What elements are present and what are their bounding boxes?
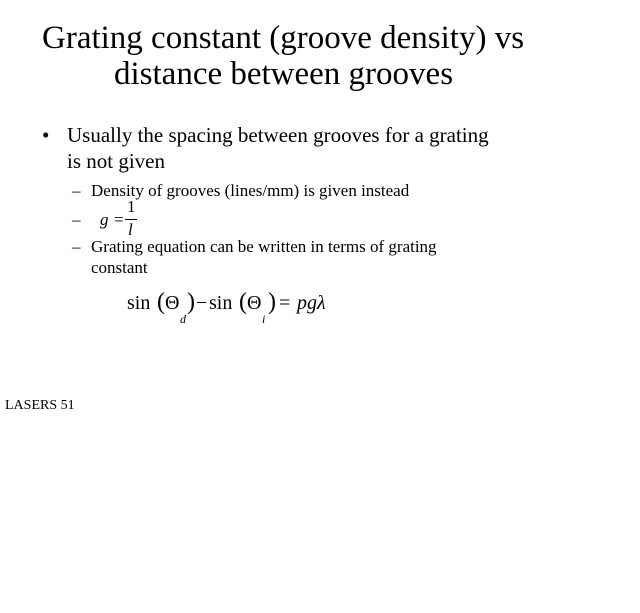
equation-sin-2: sin [209,292,233,314]
equation-sin-1: sin [127,292,151,314]
bullet-marker: • [42,123,50,147]
equation-equals: = [279,292,291,314]
sub-bullet-text: Grating equation can be written in terms of grating [91,237,437,256]
bullet-text-line-2: is not given [67,149,165,173]
equation-subscript-d [180,301,186,327]
equation-paren-open-2: ( [239,289,247,315]
formula-numerator: 1 [127,197,136,216]
sub-bullet-text: Density of grooves (lines/mm) is given instead [91,181,410,200]
slide-footer: LASERS 51 [5,398,75,413]
sub-bullet-dash: – [72,181,81,200]
title-line-1: Grating constant (groove density) vs [42,20,525,56]
equation-theta-1: Θ [165,292,180,314]
formula-lhs: g [100,210,109,229]
formula-equals: = [114,210,124,229]
sub-bullet-dash: – [72,210,81,229]
sub-bullet-dash: – [72,237,81,256]
equation-rhs: pgλ [297,292,326,314]
subscript-i: i [262,312,266,326]
equation-subscript-i [262,301,265,327]
title-line-2: distance between grooves [114,56,454,92]
equation-minus: − [196,292,208,314]
formula-denominator: l [128,220,133,239]
equation-theta-2: Θ [247,292,262,314]
equation-paren-open-1: ( [157,289,165,315]
sub-bullet-text-continuation: constant [91,258,148,277]
equation-paren-close-1: ) [187,289,195,315]
bullet-text-line-1: Usually the spacing between grooves for a grating [67,123,489,147]
subscript-d: d [180,312,186,326]
equation-paren-close-2: ) [268,289,276,315]
